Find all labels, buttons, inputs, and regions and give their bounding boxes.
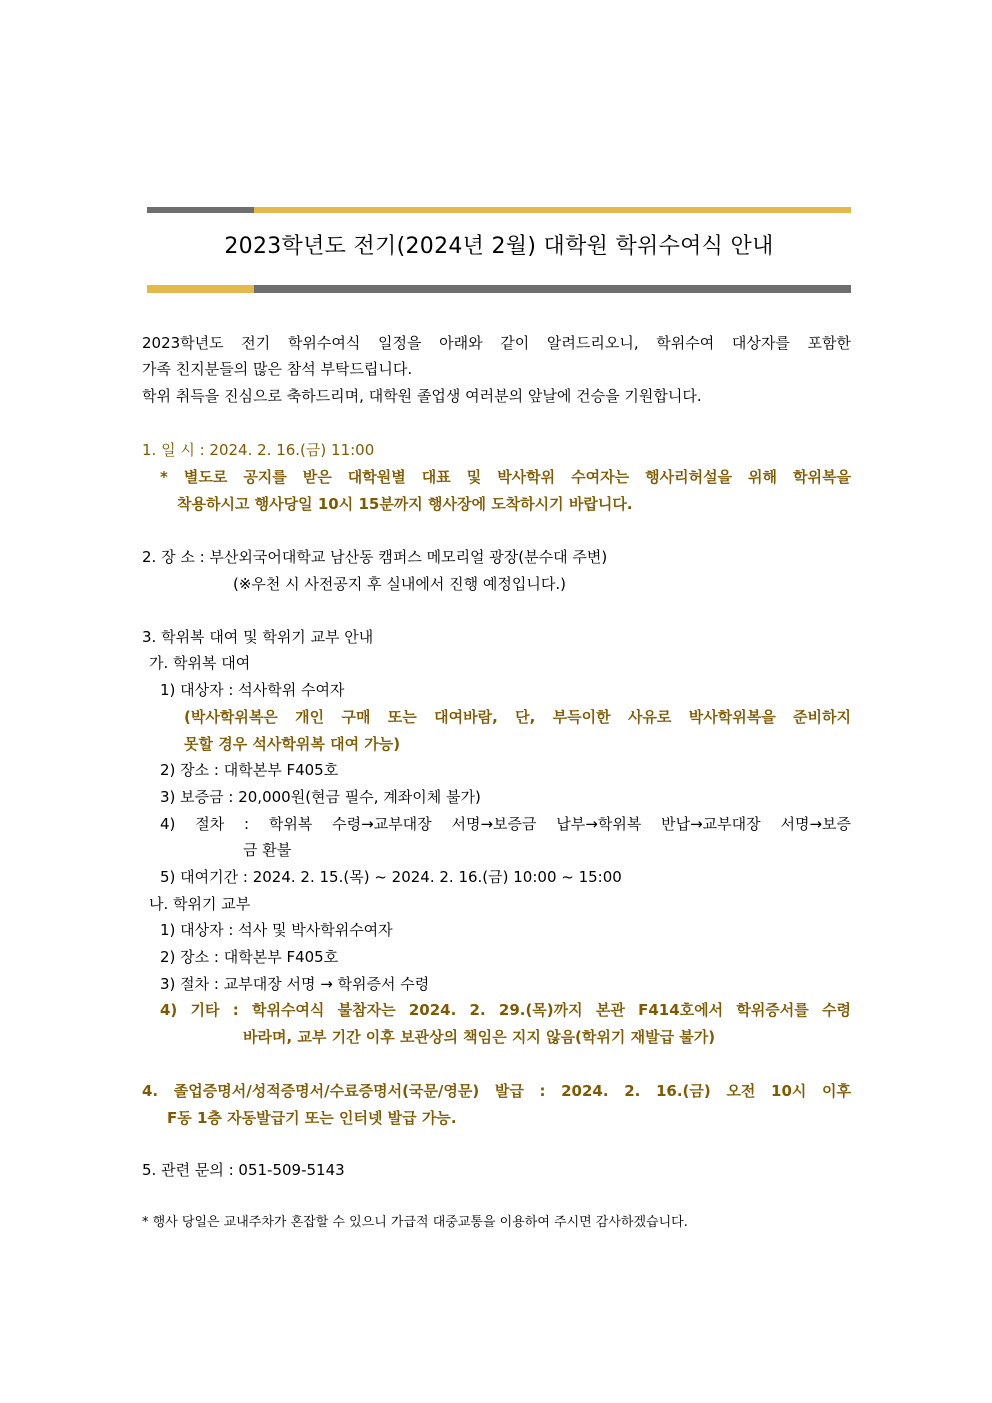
intro-line-2: 가족 친지분들의 많은 참석 부탁드립니다.	[142, 360, 413, 378]
header-bar-gray-top	[147, 207, 254, 213]
footer-note: * 행사 당일은 교내주차가 혼잡할 수 있으니 가급적 대중교통을 이용하여 주시면 감사하겠습니다.	[142, 1215, 688, 1230]
section-2-title: 2. 장 소 : 부산외국어대학교 남산동 캠퍼스 메모리얼 광장(분수대 주변)	[142, 548, 608, 566]
section-3-title: 3. 학위복 대여 및 학위기 교부 안내	[142, 628, 374, 646]
section-3b-title: 나. 학위기 교부	[149, 895, 251, 913]
section-3a-item-4-line-1: 4) 절차 : 학위복 수령→교부대장 서명→보증금 납부→학위복 반납→교부대장 서명→보증	[160, 815, 851, 833]
section-3b-item-3: 3) 절차 : 교부대장 서명 → 학위증서 수령	[160, 975, 430, 993]
section-3b-item-1: 1) 대상자 : 석사 및 박사학위수여자	[160, 921, 393, 939]
section-2-note: (※우천 시 사전공지 후 실내에서 진행 예정입니다.)	[233, 575, 566, 593]
intro-line-3: 학위 취득을 진심으로 축하드리며, 대학원 졸업생 여러분의 앞날에 건승을 기원합니다.	[142, 387, 702, 405]
section-4-line-1: 4. 졸업증명서/성적증명서/수료증명서(국문/영문) 발급 : 2024. 2. 16.(금) 오전 10시 이후	[142, 1082, 851, 1100]
section-4-line-2: F동 1층 자동발급기 또는 인터넷 발급 가능.	[167, 1109, 457, 1127]
section-3a-item-5: 5) 대여기간 : 2024. 2. 15.(목) ~ 2024. 2. 16.(금) 10:00 ~ 15:00	[160, 868, 622, 886]
section-1-note-line-2: 착용하시고 행사당일 10시 15분까지 행사장에 도착하시기 바랍니다.	[177, 495, 633, 513]
document-title: 2023학년도 전기(2024년 2월) 대학원 학위수여식 안내	[224, 234, 774, 259]
header-bar-gold-top	[254, 207, 851, 213]
section-3a-item-1: 1) 대상자 : 석사학위 수여자	[160, 681, 345, 699]
section-1-note-line-1: * 별도로 공지를 받은 대학원별 대표 및 박사학위 수여자는 행사리허설을 위해 학위복을	[160, 468, 851, 486]
header-bar-gold-bottom	[147, 285, 254, 293]
section-3a-item-4-line-2: 금 환불	[243, 841, 292, 859]
section-3b-item-4-line-2: 바라며, 교부 기간 이후 보관상의 책임은 지지 않음(학위기 재발급 불가)	[243, 1028, 716, 1046]
header-bar-gray-bottom	[254, 285, 851, 293]
section-5-contact: 5. 관련 문의 : 051-509-5143	[142, 1161, 345, 1179]
section-3a-item-1-note-line-1: (박사학위복은 개인 구매 또는 대여바람, 단, 부득이한 사유로 박사학위복을 준비하지	[184, 708, 851, 726]
section-3b-item-2: 2) 장소 : 대학본부 F405호	[160, 948, 339, 966]
section-3a-title: 가. 학위복 대여	[149, 654, 251, 672]
section-3a-item-1-note-line-2: 못할 경우 석사학위복 대여 가능)	[184, 735, 401, 753]
section-3a-item-2: 2) 장소 : 대학본부 F405호	[160, 761, 339, 779]
section-3b-item-4-line-1: 4) 기타 : 학위수여식 불참자는 2024. 2. 29.(목)까지 본관 F414호에서 학위증서를 수령	[160, 1001, 851, 1019]
section-3a-item-3: 3) 보증금 : 20,000원(현금 필수, 계좌이체 불가)	[160, 788, 481, 806]
section-1-title: 1. 일 시 : 2024. 2. 16.(금) 11:00	[142, 441, 375, 459]
intro-line-1: 2023학년도 전기 학위수여식 일정을 아래와 같이 알려드리오니, 학위수여 대상자를 포함한	[142, 334, 851, 352]
